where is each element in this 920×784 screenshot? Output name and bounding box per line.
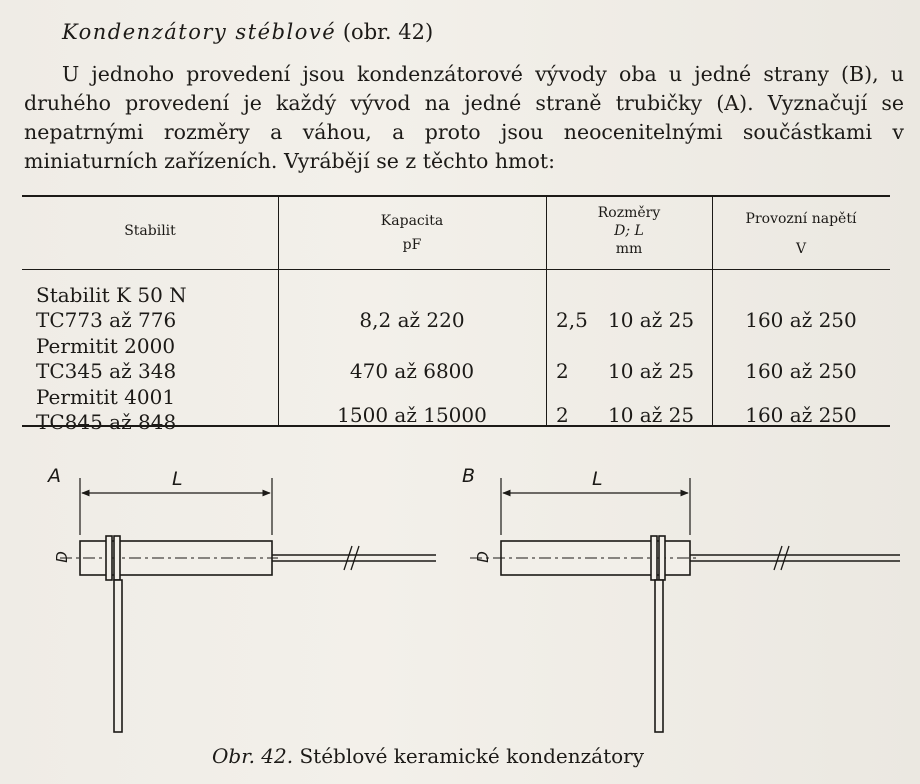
header-rozmery-unit: mm <box>615 241 643 257</box>
caption-text: Stéblové keramické kondenzátory <box>299 744 645 768</box>
body-paragraph: U jednoho provedení jsou kondenzátorové vývody oba u jedné strany (B), u druhého provedení je každý vývod na jedné straně trubičky (A). Vyznačují se nepatrnými rozměry a váhou, a proto jsou neocenitelnými součástkami v miniaturních zařízeních. Vyrábějí se z těchto hmot: <box>24 62 904 173</box>
header-kapacita: Kapacita <box>380 213 444 229</box>
cell-l: 10 až 25 <box>608 403 695 427</box>
cell-d: 2,5 <box>556 308 588 332</box>
label-diameter-b: D <box>473 551 492 563</box>
material-name: Permitit 4001 <box>36 385 176 409</box>
header-napeti-unit: V <box>795 241 807 257</box>
cell-l: 10 až 25 <box>608 308 695 332</box>
figure-caption <box>212 744 644 768</box>
label-variant-a: A <box>48 465 61 487</box>
caption-prefix: Obr. 42. <box>212 744 294 768</box>
cell-d: 2 <box>556 359 569 383</box>
cell-d: 2 <box>556 403 569 427</box>
capacitor-a-drawing <box>60 478 436 732</box>
capacitor-b-drawing <box>470 478 900 732</box>
material-name: TC845 až 848 <box>36 410 177 434</box>
material-name: Stabilit K 50 N <box>36 283 187 307</box>
cell-l: 10 až 25 <box>608 359 695 383</box>
cell-napeti: 160 až 250 <box>745 308 857 332</box>
header-kapacita-unit: pF <box>402 237 422 253</box>
material-name: Permitit 2000 <box>36 334 176 358</box>
header-rozmery: Rozměry <box>597 205 661 221</box>
cell-kapacita: 470 až 6800 <box>349 359 475 383</box>
cell-napeti: 160 až 250 <box>745 359 857 383</box>
cell-kapacita: 1500 až 15000 <box>337 403 487 427</box>
heading-figure-ref: (obr. 42) <box>342 20 434 44</box>
label-variant-b: B <box>462 465 476 487</box>
cell-napeti: 160 až 250 <box>745 403 857 427</box>
header-rozmery-sub: D; L <box>614 223 644 239</box>
header-napeti: Provozní napětí <box>745 211 857 227</box>
cell-kapacita: 8,2 až 220 <box>359 308 465 332</box>
heading-title: Kondenzátory stéblové <box>62 20 337 44</box>
material-name: TC773 až 776 <box>36 308 177 332</box>
label-length-b: L <box>592 468 603 490</box>
label-diameter-a: D <box>52 551 71 563</box>
material-name: TC345 až 348 <box>36 359 177 383</box>
label-length-a: L <box>172 468 183 490</box>
header-stabilit: Stabilit <box>124 223 176 239</box>
